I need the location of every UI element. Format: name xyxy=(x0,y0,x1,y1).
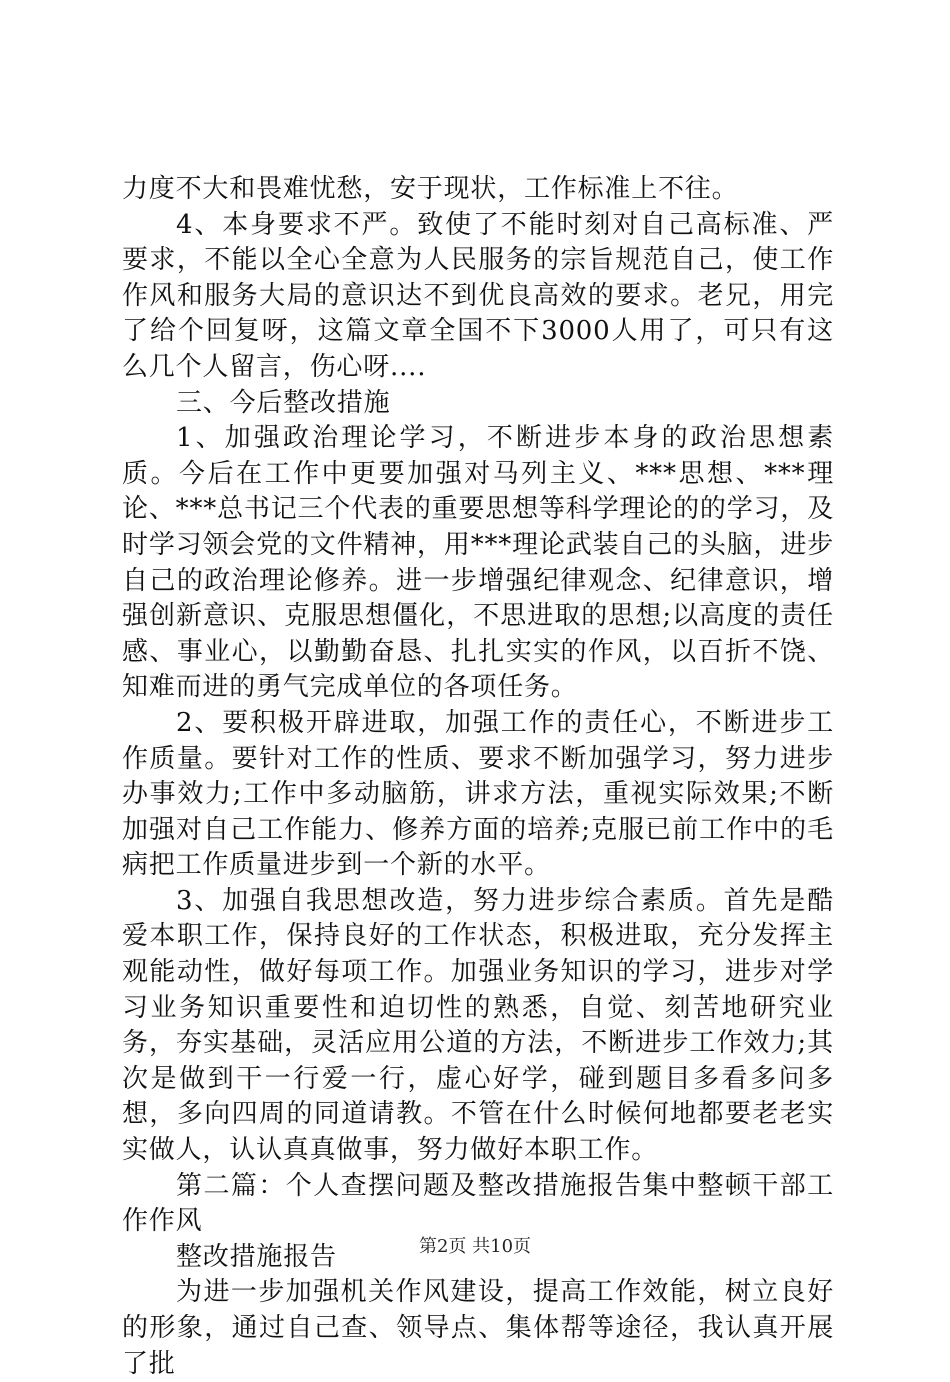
paragraph: 2、要积极开辟进取，加强工作的责任心，不断进步工作质量。要针对工作的性质、要求不断加强学习，努力进步办事效力;工作中多动脑筋，讲求方法，重视实际效果;不断加强对自己工作能力、修养方面的培养;克服已前工作中的毛病把工作质量进步到一个新的水平。 xyxy=(122,707,834,881)
document-body xyxy=(122,172,834,1382)
chapter-heading: 第二篇：个人查摆问题及整改措施报告集中整顿干部工作作风 xyxy=(122,1170,834,1237)
paragraph: 4、本身要求不严。致使了不能时刻对自己高标准、严要求，不能以全心全意为人民服务的宗旨规范自己，使工作作风和服务大局的意识达不到优良高效的要求。老兄，用完了给个回复呀，这篇文章全国不下3000人用了，可只有这么几个人留言，伤心呀.... xyxy=(122,209,834,382)
section-heading: 三、今后整改措施 xyxy=(176,387,391,418)
page-number-footer: 第2页 共10页 xyxy=(418,1236,532,1257)
paragraph: 力度不大和畏难忧愁，安于现状，工作标准上不往。 xyxy=(122,174,739,204)
paragraph: 1、加强政治理论学习，不断进步本身的政治思想素质。今后在工作中更要加强对马列主义、***思想、***理论、***总书记三个代表的重要思想等科学理论的的学习，及时学习领会党的文件精神，用***理论武装自己的头脑，进步自己的政治理论修养。进一步增强纪律观念、纪律意识，增强创新意识、克服思想僵化，不思进取的思想;以高度的责任感、事业心，以勤勤奋恳、扎扎实实的作风，以百折不饶、知难而进的勇气完成单位的各项任务。 xyxy=(122,423,834,703)
paragraph: 为进一步加强机关作风建设，提高工作效能，树立良好的形象，通过自己查、领导点、集体帮等途径，我认真开展了批 xyxy=(122,1277,834,1379)
report-title: 整改措施报告 xyxy=(176,1241,337,1272)
paragraph: 3、加强自我思想改造，努力进步综合素质。首先是酷爱本职工作，保持良好的工作状态，积极进取，充分发挥主观能动性，做好每项工作。加强业务知识的学习，进步对学习业务知识重要性和迫切性的熟悉，自觉、刻苦地研究业务，夯实基础，灵活应用公道的方法，不断进步工作效力;其次是做到干一行爱一行，虚心好学，碰到题目多看多问多想，多向四周的同道请教。不管在什么时候何地都要老老实实做人，认认真真做事，努力做好本职工作。 xyxy=(122,885,834,1166)
